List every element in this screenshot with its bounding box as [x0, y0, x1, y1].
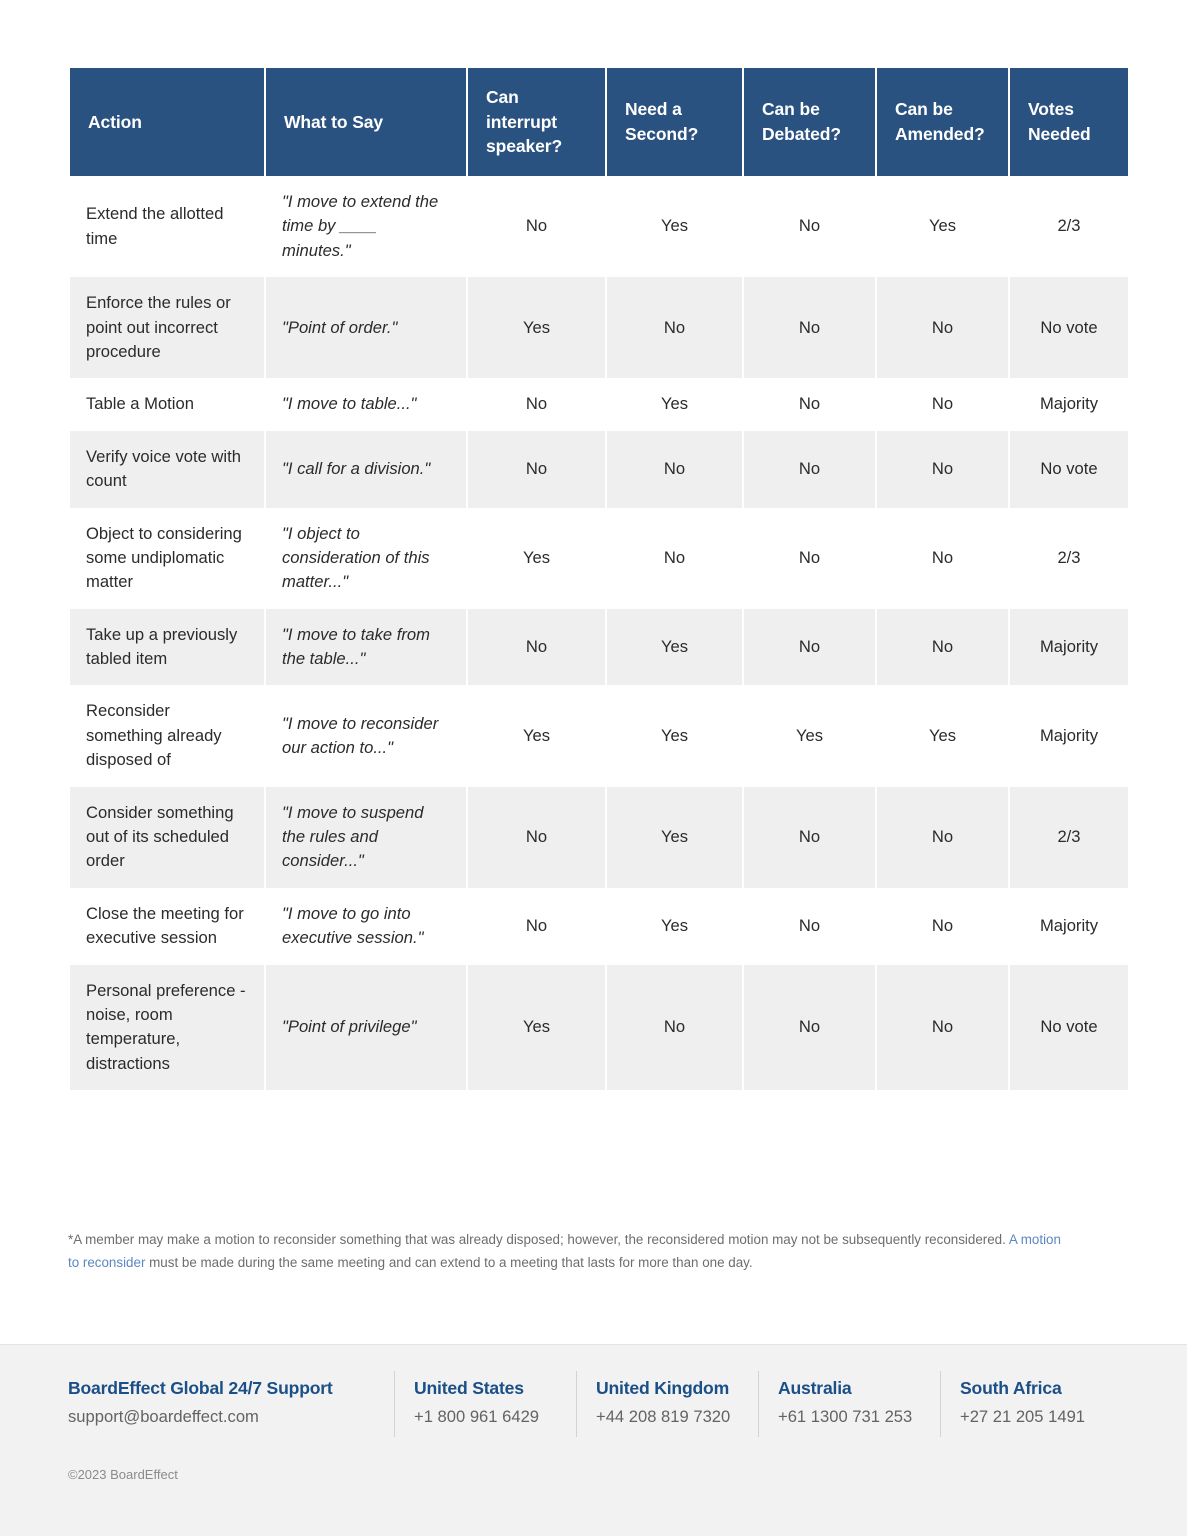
column-header-can-be-amended: Can be Amended?: [877, 68, 1008, 176]
cell-interrupt: No: [468, 176, 605, 277]
table-row: [70, 431, 1128, 508]
cell-interrupt: No: [468, 888, 605, 965]
table-row: [70, 787, 1128, 888]
cell-votes: No vote: [1010, 965, 1128, 1091]
cell-action: Take up a previously tabled item: [70, 609, 264, 686]
table-row: [70, 508, 1128, 609]
cell-amended: No: [877, 431, 1008, 508]
cell-amended: No: [877, 378, 1008, 430]
cell-amended: No: [877, 508, 1008, 609]
cell-votes: No vote: [1010, 431, 1128, 508]
cell-interrupt: No: [468, 609, 605, 686]
table-row: [70, 965, 1128, 1091]
cell-votes: 2/3: [1010, 508, 1128, 609]
cell-amended: No: [877, 888, 1008, 965]
table-header: [70, 68, 1128, 176]
footer-support-block: [68, 1375, 394, 1430]
footnote: [68, 1228, 1068, 1274]
cell-debated: No: [744, 508, 875, 609]
footnote-text-part-1: *A member may make a motion to reconsider something that was already disposed; however, the reconsidered motion may not be subsequently reconsidered.: [68, 1232, 1009, 1247]
cell-second: Yes: [607, 787, 742, 888]
cell-action: Table a Motion: [70, 378, 264, 430]
cell-action: Consider something out of its scheduled order: [70, 787, 264, 888]
cell-second: No: [607, 431, 742, 508]
cell-what-to-say: "I move to take from the table...": [266, 609, 466, 686]
column-header-can-interrupt-speaker: Can interrupt speaker?: [468, 68, 605, 176]
cell-debated: Yes: [744, 685, 875, 786]
footnote-link-motion-to-reconsider[interactable]: A motion to reconsider: [68, 1232, 1061, 1271]
cell-amended: No: [877, 787, 1008, 888]
cell-debated: No: [744, 888, 875, 965]
cell-second: No: [607, 508, 742, 609]
cell-votes: 2/3: [1010, 787, 1128, 888]
footer-region-phone[interactable]: +27 21 205 1491: [960, 1407, 1086, 1427]
table-row: [70, 888, 1128, 965]
cell-what-to-say: "I move to extend the time by ____ minutes.": [266, 176, 466, 277]
footer-region-phone[interactable]: +61 1300 731 253: [778, 1407, 913, 1427]
cell-action: Personal preference - noise, room temperature, distractions: [70, 965, 264, 1091]
cell-debated: No: [744, 277, 875, 378]
table-header-row: [70, 68, 1128, 176]
cell-votes: Majority: [1010, 609, 1128, 686]
cell-amended: No: [877, 277, 1008, 378]
cell-what-to-say: "I move to suspend the rules and consider...": [266, 787, 466, 888]
column-header-can-be-debated: Can be Debated?: [744, 68, 875, 176]
cell-debated: No: [744, 965, 875, 1091]
cell-second: Yes: [607, 609, 742, 686]
cell-amended: Yes: [877, 685, 1008, 786]
table-row: [70, 609, 1128, 686]
footnote-text-part-2: must be made during the same meeting and can extend to a meeting that lasts for more than one day.: [145, 1255, 753, 1271]
table-row: [70, 378, 1128, 430]
table-row: [70, 176, 1128, 277]
footer-region-name: United States: [414, 1378, 524, 1398]
cell-interrupt: Yes: [468, 277, 605, 378]
footer-region-name: South Africa: [960, 1378, 1062, 1398]
footer-region-name: Australia: [778, 1378, 852, 1398]
column-header-need-a-second: Need a Second?: [607, 68, 742, 176]
cell-interrupt: Yes: [468, 965, 605, 1091]
cell-action: Reconsider something already disposed of: [70, 685, 264, 786]
column-header-what-to-say: What to Say: [266, 68, 466, 176]
footer-region-phone[interactable]: +1 800 961 6429: [414, 1407, 540, 1427]
cell-what-to-say: "I move to table...": [266, 378, 466, 430]
cell-debated: No: [744, 176, 875, 277]
copyright-notice: ©2023 BoardEffect: [68, 1467, 178, 1482]
footer-support-title: BoardEffect Global 24/7 Support: [68, 1378, 333, 1398]
cell-debated: No: [744, 787, 875, 888]
cell-what-to-say: "Point of privilege": [266, 965, 466, 1091]
cell-interrupt: No: [468, 431, 605, 508]
cell-amended: No: [877, 609, 1008, 686]
footer-region-phone[interactable]: +44 208 819 7320: [596, 1407, 731, 1427]
motions-table: [68, 68, 1130, 1090]
cell-amended: Yes: [877, 176, 1008, 277]
cell-interrupt: Yes: [468, 685, 605, 786]
cell-votes: Majority: [1010, 378, 1128, 430]
cell-action: Extend the allotted time: [70, 176, 264, 277]
footer-region-south-africa: [940, 1375, 1122, 1430]
footer-content: [68, 1375, 1128, 1430]
cell-votes: 2/3: [1010, 176, 1128, 277]
cell-debated: No: [744, 609, 875, 686]
cell-votes: No vote: [1010, 277, 1128, 378]
cell-second: No: [607, 277, 742, 378]
cell-second: Yes: [607, 176, 742, 277]
cell-second: Yes: [607, 685, 742, 786]
cell-amended: No: [877, 965, 1008, 1091]
cell-second: Yes: [607, 378, 742, 430]
cell-what-to-say: "I move to reconsider our action to...": [266, 685, 466, 786]
cell-action: Enforce the rules or point out incorrect procedure: [70, 277, 264, 378]
table-row: [70, 685, 1128, 786]
cell-what-to-say: "I move to go into executive session.": [266, 888, 466, 965]
cell-what-to-say: "I object to consideration of this matter...": [266, 508, 466, 609]
footer-band: [0, 1344, 1187, 1536]
cell-what-to-say: "Point of order.": [266, 277, 466, 378]
cell-second: No: [607, 965, 742, 1091]
cell-action: Close the meeting for executive session: [70, 888, 264, 965]
cell-votes: Majority: [1010, 685, 1128, 786]
footer-region-united-kingdom: [576, 1375, 758, 1430]
cell-action: Object to considering some undiplomatic matter: [70, 508, 264, 609]
table-body: [70, 176, 1128, 1090]
cell-second: Yes: [607, 888, 742, 965]
column-header-action: Action: [70, 68, 264, 176]
cell-what-to-say: "I call for a division.": [266, 431, 466, 508]
table-row: [70, 277, 1128, 378]
footer-region-united-states: [394, 1375, 576, 1430]
cell-interrupt: No: [468, 787, 605, 888]
cell-debated: No: [744, 378, 875, 430]
footer-support-email[interactable]: support@boardeffect.com: [68, 1407, 259, 1427]
footer-region-name: United Kingdom: [596, 1378, 730, 1398]
column-header-votes-needed: Votes Needed: [1010, 68, 1128, 176]
cell-action: Verify voice vote with count: [70, 431, 264, 508]
cell-debated: No: [744, 431, 875, 508]
footer-region-australia: [758, 1375, 940, 1430]
motions-table-container: [68, 68, 1118, 1090]
cell-interrupt: No: [468, 378, 605, 430]
cell-votes: Majority: [1010, 888, 1128, 965]
cell-interrupt: Yes: [468, 508, 605, 609]
